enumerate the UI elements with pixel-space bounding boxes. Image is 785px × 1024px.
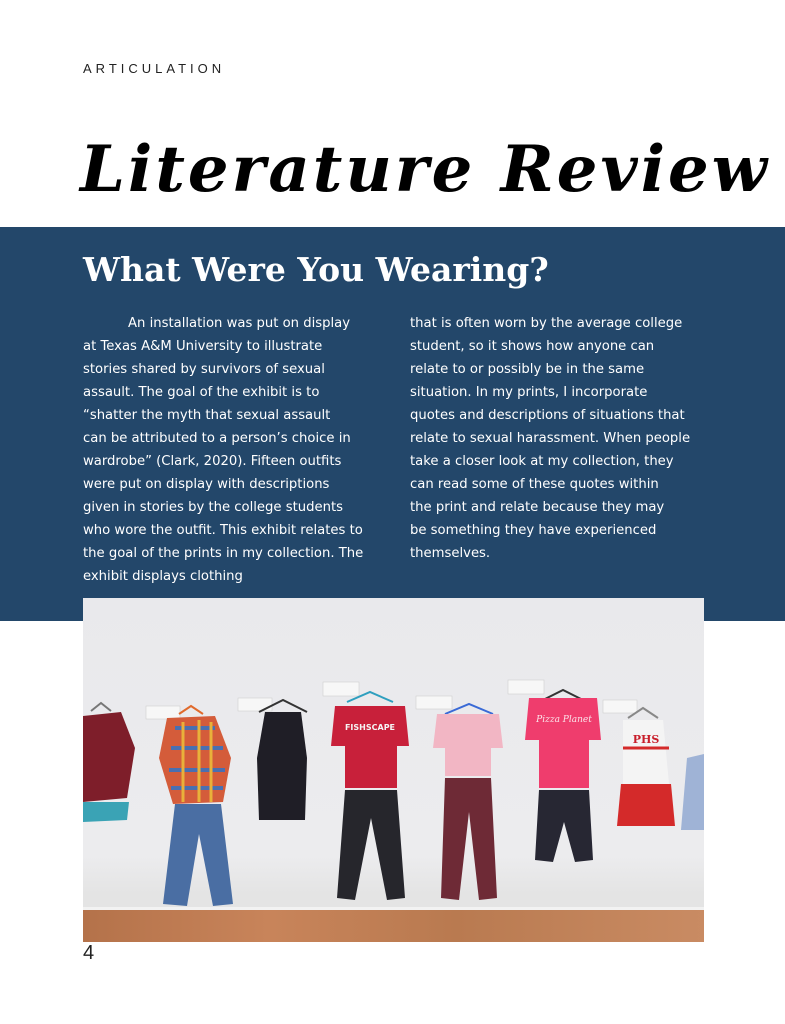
body-line: the goal of the prints in my collection. The [83,546,364,561]
cheer-top [623,720,669,784]
black-jeans [535,790,593,862]
page-title: Literature Review [80,132,770,207]
body-line: wardrobe” (Clark, 2020). Fifteen outfits [83,454,342,469]
red-tshirt [331,706,409,788]
exhibit-photo [83,598,704,942]
wall-placard [603,700,637,713]
body-line: quotes and descriptions of situations that [410,408,685,423]
body-line: stories shared by survivors of sexual [83,362,325,377]
page-number: 4 [83,942,95,964]
body-line: that is often worn by the average college [410,316,683,331]
section-heading: What Were You Wearing? [83,250,549,289]
body-column-right [410,312,710,565]
black-sweatpants [337,790,405,900]
hanger [179,706,203,714]
blue-jeans [163,804,233,906]
body-line: assault. The goal of the exhibit is to [83,385,320,400]
body-line: be something they have experienced [410,523,657,538]
running-header: ARTICULATION [83,61,226,76]
body-line: at Texas A&M University to illustrate [83,339,323,354]
black-dress [257,712,307,820]
wall-placard [323,682,359,696]
wood-floor [83,907,704,942]
body-line: given in stories by the college students [83,500,344,515]
pink-tshirt [433,714,503,776]
body-line: exhibit displays clothing [83,569,243,584]
pink-graphic-tshirt [525,698,601,788]
body-line: student, so it shows how anyone can [410,339,655,354]
cheer-skirt [617,784,675,826]
body-line: were put on display with descriptions [83,477,330,492]
body-line: who wore the outfit. This exhibit relates to [83,523,363,538]
wall-placard [146,706,180,719]
shirt-print-text: Pizza Planet [536,715,592,725]
maroon-shirt [83,712,135,802]
wall-placard [416,696,452,709]
body-line: the print and relate because they may [410,500,665,515]
floral-dress [681,754,704,830]
body-line: An installation was put on display [128,316,351,331]
body-line: “shatter the myth that sexual assault [83,408,331,423]
body-line: situation. In my prints, I incorporate [410,385,648,400]
body-line: themselves. [410,546,491,561]
wall-placard [508,680,544,694]
hanger [91,703,111,711]
shirt-print-text: PHS [632,733,660,746]
body-line: can be attributed to a person’s choice in [83,431,351,446]
patterned-shorts [83,802,129,822]
shirt-print-text: FISHSCAPE [344,723,396,732]
body-line: relate to sexual harassment. When people [410,431,691,446]
body-line: relate to or possibly be in the same [410,362,645,377]
body-column-left [83,312,383,588]
exhibit-illustration [83,598,704,942]
maroon-pants [441,778,497,900]
body-line: can read some of these quotes within [410,477,659,492]
body-line: take a closer look at my collection, they [410,454,674,469]
